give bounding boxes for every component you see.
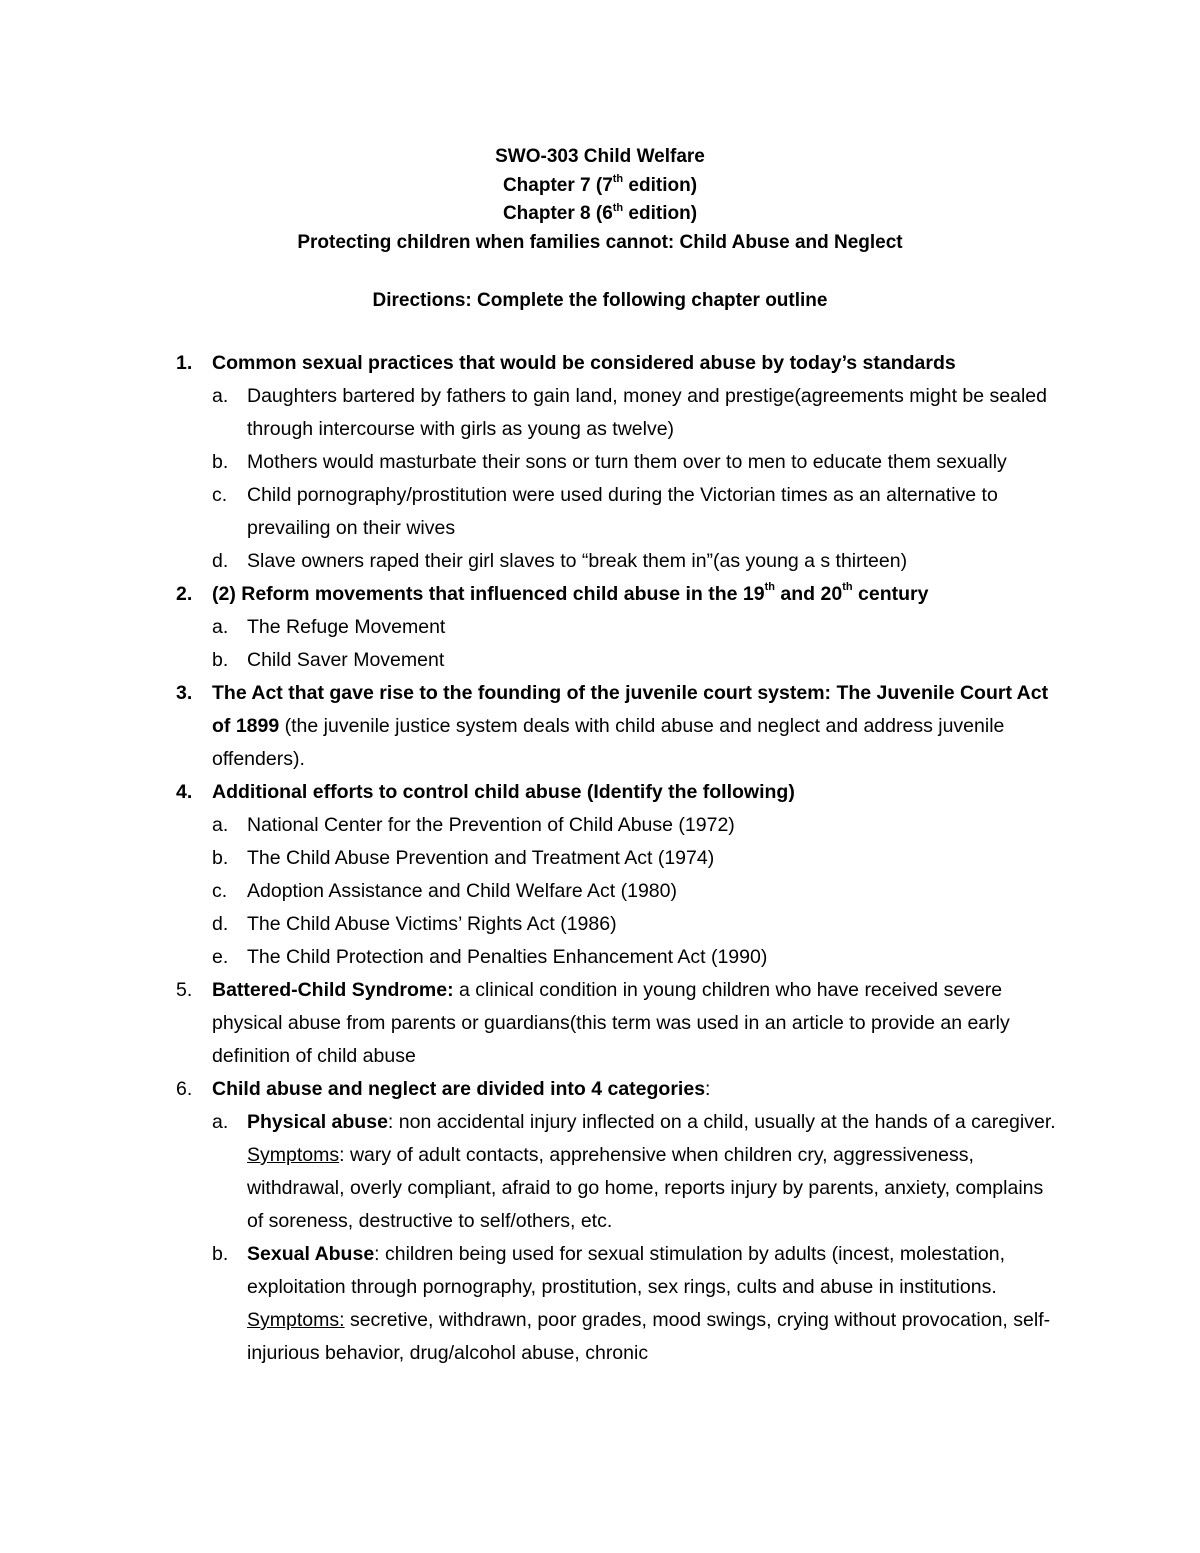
outline-subitem — [0, 908, 1200, 941]
item-title-part: and 20 — [775, 582, 843, 605]
outline-subitem — [0, 875, 1200, 908]
item-number: 3. — [176, 681, 193, 704]
subitem-letter: b. — [212, 450, 229, 473]
outline-item-1 — [0, 347, 1200, 380]
item-number: 1. — [176, 351, 193, 374]
directions — [0, 287, 1200, 316]
subitem-text: Child Saver Movement — [247, 648, 445, 671]
subitem-text: : children being used for sexual stimulation by adults (incest, molestation, exploitation through pornography, prostitution, sex rings, cults and abuse in institutions. — [247, 1242, 1005, 1298]
outline-subitem — [0, 809, 1200, 842]
item-description: a clinical condition in young children who have received severe physical abuse from parents or guardians(this term was used in an article to provide an early definition of child abuse — [212, 978, 1010, 1067]
symptoms-label: Symptoms: — [247, 1308, 345, 1331]
subitem-letter: c. — [212, 483, 228, 506]
directions-text: Directions: Complete the following chapter outline — [372, 290, 828, 312]
superscript: th — [764, 581, 775, 594]
item-title-part: (2) Reform movements that influenced child abuse in the 19 — [212, 582, 765, 605]
item-number: 6. — [176, 1077, 193, 1100]
topic-title — [0, 229, 1200, 258]
subitem-text: National Center for the Prevention of Child Abuse (1972) — [247, 813, 735, 836]
chapter-8-suffix: edition) — [623, 203, 698, 225]
course-title — [0, 143, 1200, 172]
item-number: 2. — [176, 582, 193, 605]
item-description: (the juvenile justice system deals with child abuse and neglect and address juvenile offenders). — [212, 714, 1005, 770]
item-title: The Act that gave rise to the founding of the juvenile court system: The Juvenile Court Act of 1899 — [212, 681, 1049, 737]
item-title: Common sexual practices that would be considered abuse by today’s standards — [212, 351, 956, 374]
item-number: 4. — [176, 780, 193, 803]
superscript: th — [842, 581, 853, 594]
outline-subitem — [0, 446, 1200, 479]
outline-subitem — [0, 611, 1200, 644]
subitem-letter: b. — [212, 846, 229, 869]
subitem-text: Mothers would masturbate their sons or turn them over to men to educate them sexually — [247, 450, 1007, 473]
subitem-letter: c. — [212, 879, 228, 902]
outline-subitem-physical-abuse — [0, 1106, 1200, 1238]
item-term: Battered-Child Syndrome: — [212, 978, 454, 1001]
outline-item-3 — [0, 677, 1200, 776]
subitem-text: Daughters bartered by fathers to gain land, money and prestige(agreements might be sealed through intercourse with girls as young as twelve) — [247, 384, 1047, 440]
outline-subitem-sexual-abuse — [0, 1238, 1200, 1370]
chapter-8-sup: th — [612, 201, 624, 214]
outline-subitem — [0, 380, 1200, 446]
subitem-text: The Child Abuse Victims’ Rights Act (1986) — [247, 912, 617, 935]
item-title: Child abuse and neglect are divided into 4 categories — [212, 1077, 706, 1100]
outline-item-4 — [0, 776, 1200, 809]
outline-item-2 — [0, 578, 1200, 611]
subitem-term: Physical abuse — [247, 1110, 388, 1133]
subitem-letter: a. — [212, 1110, 229, 1133]
chapter-7-line — [0, 172, 1200, 201]
outline-item-5 — [0, 974, 1200, 1073]
subitem-letter: b. — [212, 1242, 229, 1265]
outline-subitem — [0, 644, 1200, 677]
item-number: 5. — [176, 978, 193, 1001]
outline-subitem — [0, 545, 1200, 578]
subitem-letter: a. — [212, 384, 229, 407]
subitem-text: Child pornography/prostitution were used during the Victorian times as an alternative to prevailing on their wives — [247, 483, 998, 539]
outline-subitem — [0, 941, 1200, 974]
chapter-8-line — [0, 200, 1200, 229]
course-title-text: SWO-303 Child Welfare — [495, 146, 705, 167]
subitem-letter: a. — [212, 813, 229, 836]
subitem-term: Sexual Abuse — [247, 1242, 375, 1265]
subitem-text: The Refuge Movement — [247, 615, 446, 638]
chapter-7-sup: th — [612, 173, 624, 186]
subitem-letter: a. — [212, 615, 229, 638]
topic-title-text: Protecting children when families cannot: Child Abuse and Neglect — [297, 231, 903, 253]
subitem-letter: e. — [212, 945, 229, 968]
outline-item-6 — [0, 1073, 1200, 1106]
item-title: Additional efforts to control child abuse (Identify the following) — [212, 780, 795, 803]
subitem-text: Slave owners raped their girl slaves to “break them in”(as young a s thirteen) — [247, 549, 908, 572]
subitem-text: secretive, withdrawn, poor grades, mood swings, crying without provocation, self-injurious behavior, drug/alcohol abuse, chronic — [247, 1308, 1051, 1364]
subitem-text: : wary of adult contacts, apprehensive when children cry, aggressiveness, withdrawal, overly compliant, afraid to go home, reports injury by parents, anxiety, complains of soreness, destructive to self/others, etc. — [247, 1143, 1044, 1232]
subitem-text: : non accidental injury inflected on a child, usually at the hands of a caregiver. — [387, 1110, 1056, 1133]
chapter-7-suffix: edition) — [623, 174, 698, 196]
chapter-7-prefix: Chapter 7 (7 — [502, 174, 613, 196]
subitem-text: Adoption Assistance and Child Welfare Act (1980) — [247, 879, 677, 902]
item-title-colon: : — [705, 1077, 711, 1100]
subitem-letter: d. — [212, 912, 229, 935]
chapter-8-prefix: Chapter 8 (6 — [502, 203, 613, 225]
subitem-letter: d. — [212, 549, 229, 572]
chapter-outline — [0, 347, 1200, 1370]
outline-subitem — [0, 842, 1200, 875]
outline-subitem — [0, 479, 1200, 545]
subitem-text: The Child Abuse Prevention and Treatment Act (1974) — [247, 846, 715, 869]
symptoms-label: Symptoms — [247, 1143, 340, 1166]
subitem-letter: b. — [212, 648, 229, 671]
item-title-part: century — [852, 582, 929, 605]
subitem-text: The Child Protection and Penalties Enhancement Act (1990) — [247, 945, 768, 968]
